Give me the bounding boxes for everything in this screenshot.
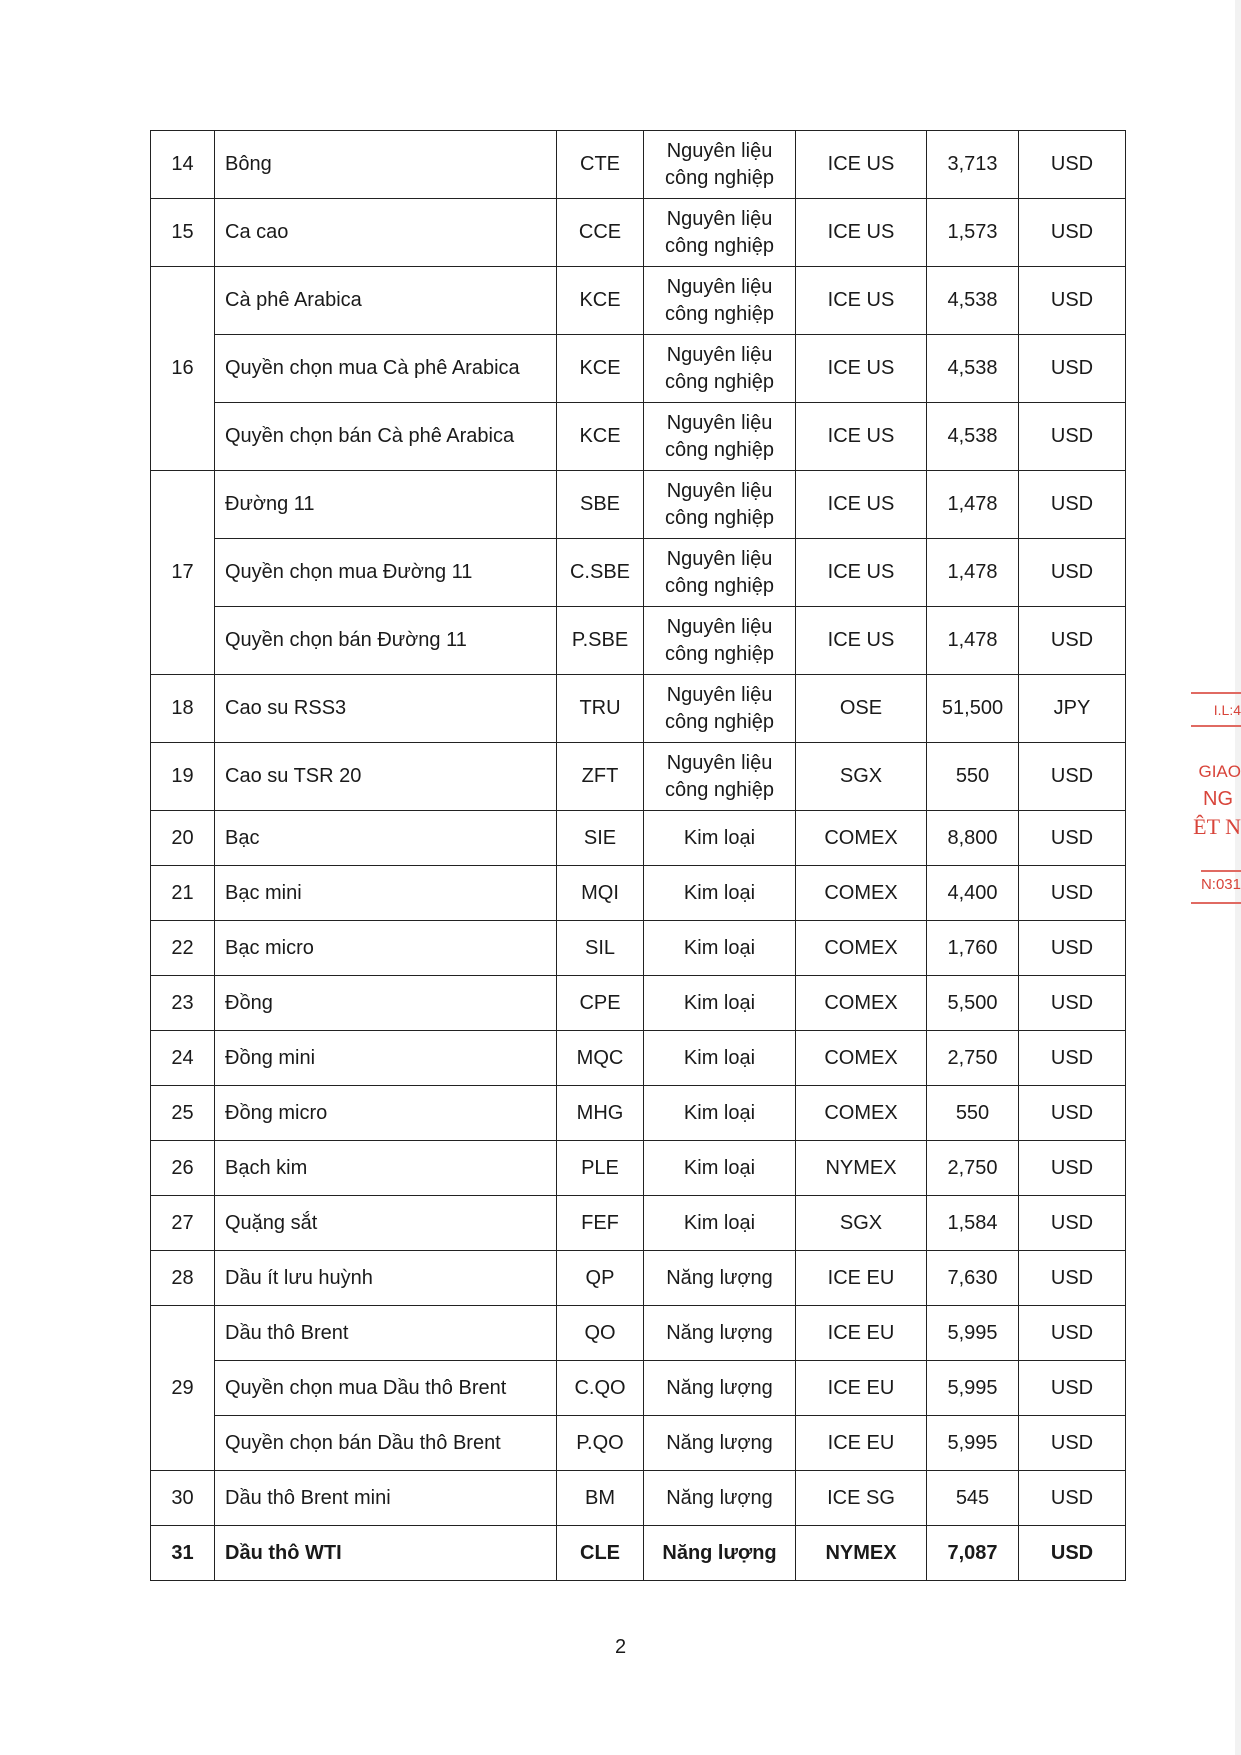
commodity-group: Kim loại bbox=[644, 976, 796, 1031]
exchange: ICE US bbox=[796, 607, 927, 675]
row-number: 26 bbox=[151, 1141, 215, 1196]
row-number: 27 bbox=[151, 1196, 215, 1251]
stamp-text: ÊT N bbox=[1193, 814, 1241, 839]
margin-value: 545 bbox=[927, 1471, 1019, 1526]
commodity-name: Bạc micro bbox=[215, 921, 557, 976]
commodity-code: FEF bbox=[557, 1196, 644, 1251]
commodity-group: Nguyên liệu công nghiệp bbox=[644, 607, 796, 675]
margin-value: 550 bbox=[927, 1086, 1019, 1141]
currency: USD bbox=[1019, 471, 1126, 539]
commodity-code: CPE bbox=[557, 976, 644, 1031]
margin-value: 51,500 bbox=[927, 675, 1019, 743]
commodity-name: Bạc mini bbox=[215, 866, 557, 921]
currency: USD bbox=[1019, 743, 1126, 811]
stamp-text: GIAO bbox=[1198, 762, 1241, 781]
commodity-code: SIL bbox=[557, 921, 644, 976]
commodity-group: Kim loại bbox=[644, 1086, 796, 1141]
margin-value: 1,584 bbox=[927, 1196, 1019, 1251]
currency: USD bbox=[1019, 1361, 1126, 1416]
commodity-group: Kim loại bbox=[644, 1031, 796, 1086]
margin-value: 3,713 bbox=[927, 131, 1019, 199]
margin-value: 1,478 bbox=[927, 607, 1019, 675]
exchange: ICE US bbox=[796, 539, 927, 607]
exchange: SGX bbox=[796, 1196, 927, 1251]
commodity-group: Năng lượng bbox=[644, 1526, 796, 1581]
table-row bbox=[151, 607, 1126, 675]
table-row bbox=[151, 921, 1126, 976]
commodity-group: Nguyên liệu công nghiệp bbox=[644, 199, 796, 267]
commodity-code: C.SBE bbox=[557, 539, 644, 607]
row-number: 28 bbox=[151, 1251, 215, 1306]
commodity-name: Ca cao bbox=[215, 199, 557, 267]
currency: JPY bbox=[1019, 675, 1126, 743]
exchange: ICE US bbox=[796, 131, 927, 199]
margin-value: 5,500 bbox=[927, 976, 1019, 1031]
commodity-code: TRU bbox=[557, 675, 644, 743]
table-row bbox=[151, 1416, 1126, 1471]
commodity-group: Nguyên liệu công nghiệp bbox=[644, 131, 796, 199]
currency: USD bbox=[1019, 607, 1126, 675]
commodity-name: Dầu thô WTI bbox=[215, 1526, 557, 1581]
commodity-name: Quyền chọn bán Dầu thô Brent bbox=[215, 1416, 557, 1471]
currency: USD bbox=[1019, 267, 1126, 335]
commodity-group: Kim loại bbox=[644, 1196, 796, 1251]
table-row bbox=[151, 1251, 1126, 1306]
table-row bbox=[151, 976, 1126, 1031]
commodity-group: Nguyên liệu công nghiệp bbox=[644, 675, 796, 743]
currency: USD bbox=[1019, 1471, 1126, 1526]
currency: USD bbox=[1019, 1416, 1126, 1471]
exchange: COMEX bbox=[796, 1086, 927, 1141]
exchange: ICE US bbox=[796, 199, 927, 267]
exchange: COMEX bbox=[796, 1031, 927, 1086]
row-number: 22 bbox=[151, 921, 215, 976]
table-row bbox=[151, 1031, 1126, 1086]
commodity-group: Nguyên liệu công nghiệp bbox=[644, 539, 796, 607]
exchange: ICE US bbox=[796, 471, 927, 539]
currency: USD bbox=[1019, 1086, 1126, 1141]
exchange: OSE bbox=[796, 675, 927, 743]
commodity-code: CCE bbox=[557, 199, 644, 267]
margin-value: 5,995 bbox=[927, 1361, 1019, 1416]
commodity-group: Nguyên liệu công nghiệp bbox=[644, 471, 796, 539]
exchange: ICE EU bbox=[796, 1251, 927, 1306]
margin-value: 2,750 bbox=[927, 1031, 1019, 1086]
exchange: COMEX bbox=[796, 921, 927, 976]
exchange: ICE SG bbox=[796, 1471, 927, 1526]
row-number: 23 bbox=[151, 976, 215, 1031]
row-number: 24 bbox=[151, 1031, 215, 1086]
commodity-code: ZFT bbox=[557, 743, 644, 811]
commodity-group: Kim loại bbox=[644, 811, 796, 866]
commodity-group: Năng lượng bbox=[644, 1416, 796, 1471]
stamp-line bbox=[1191, 902, 1241, 904]
commodity-name: Quặng sắt bbox=[215, 1196, 557, 1251]
exchange: COMEX bbox=[796, 866, 927, 921]
commodity-name: Cà phê Arabica bbox=[215, 267, 557, 335]
commodity-group: Kim loại bbox=[644, 866, 796, 921]
commodity-name: Quyền chọn mua Dầu thô Brent bbox=[215, 1361, 557, 1416]
row-number: 31 bbox=[151, 1526, 215, 1581]
currency: USD bbox=[1019, 1141, 1126, 1196]
table-row bbox=[151, 1196, 1126, 1251]
table-row bbox=[151, 743, 1126, 811]
exchange: SGX bbox=[796, 743, 927, 811]
commodity-group: Nguyên liệu công nghiệp bbox=[644, 267, 796, 335]
stamp-line bbox=[1191, 725, 1241, 727]
currency: USD bbox=[1019, 1526, 1126, 1581]
table-row bbox=[151, 539, 1126, 607]
red-stamp-fragment bbox=[1181, 690, 1241, 920]
margin-value: 5,995 bbox=[927, 1306, 1019, 1361]
exchange: NYMEX bbox=[796, 1526, 927, 1581]
commodity-group: Năng lượng bbox=[644, 1471, 796, 1526]
commodity-code: MQI bbox=[557, 866, 644, 921]
stamp-text: NG bbox=[1203, 788, 1233, 810]
exchange: ICE US bbox=[796, 403, 927, 471]
table-row bbox=[151, 1086, 1126, 1141]
currency: USD bbox=[1019, 1196, 1126, 1251]
table-row bbox=[151, 1141, 1126, 1196]
currency: USD bbox=[1019, 539, 1126, 607]
row-number: 29 bbox=[151, 1306, 215, 1471]
commodity-name: Đồng mini bbox=[215, 1031, 557, 1086]
commodity-name: Cao su TSR 20 bbox=[215, 743, 557, 811]
row-number: 21 bbox=[151, 866, 215, 921]
commodity-name: Cao su RSS3 bbox=[215, 675, 557, 743]
table-row bbox=[151, 1306, 1126, 1361]
currency: USD bbox=[1019, 811, 1126, 866]
commodity-name: Bông bbox=[215, 131, 557, 199]
commodity-code: CTE bbox=[557, 131, 644, 199]
row-number: 14 bbox=[151, 131, 215, 199]
row-number: 16 bbox=[151, 267, 215, 471]
currency: USD bbox=[1019, 866, 1126, 921]
commodity-name: Đồng bbox=[215, 976, 557, 1031]
commodity-code: KCE bbox=[557, 403, 644, 471]
margin-value: 1,760 bbox=[927, 921, 1019, 976]
stamp-text: I.L:4 bbox=[1213, 702, 1241, 718]
row-number: 20 bbox=[151, 811, 215, 866]
row-number: 15 bbox=[151, 199, 215, 267]
commodity-code: P.QO bbox=[557, 1416, 644, 1471]
commodity-code: PLE bbox=[557, 1141, 644, 1196]
exchange: ICE EU bbox=[796, 1306, 927, 1361]
margin-value: 5,995 bbox=[927, 1416, 1019, 1471]
commodity-name: Đồng micro bbox=[215, 1086, 557, 1141]
commodity-group: Năng lượng bbox=[644, 1251, 796, 1306]
commodity-group: Nguyên liệu công nghiệp bbox=[644, 403, 796, 471]
stamp-line bbox=[1201, 870, 1241, 872]
commodity-group: Năng lượng bbox=[644, 1306, 796, 1361]
exchange: NYMEX bbox=[796, 1141, 927, 1196]
margin-value: 8,800 bbox=[927, 811, 1019, 866]
commodity-name: Dầu thô Brent mini bbox=[215, 1471, 557, 1526]
commodity-name: Quyền chọn bán Đường 11 bbox=[215, 607, 557, 675]
page-number: 2 bbox=[614, 1636, 627, 1658]
currency: USD bbox=[1019, 1031, 1126, 1086]
currency: USD bbox=[1019, 976, 1126, 1031]
table-row bbox=[151, 811, 1126, 866]
commodity-table bbox=[150, 130, 1126, 1581]
currency: USD bbox=[1019, 403, 1126, 471]
stamp-line bbox=[1191, 692, 1241, 694]
margin-value: 7,630 bbox=[927, 1251, 1019, 1306]
row-number: 19 bbox=[151, 743, 215, 811]
commodity-name: Đường 11 bbox=[215, 471, 557, 539]
commodity-name: Dầu ít lưu huỳnh bbox=[215, 1251, 557, 1306]
exchange: ICE US bbox=[796, 335, 927, 403]
commodity-group: Kim loại bbox=[644, 921, 796, 976]
table-row bbox=[151, 131, 1126, 199]
commodity-code: QP bbox=[557, 1251, 644, 1306]
commodity-code: SIE bbox=[557, 811, 644, 866]
stamp-text: N:031 bbox=[1200, 876, 1241, 893]
row-number: 18 bbox=[151, 675, 215, 743]
commodity-code: BM bbox=[557, 1471, 644, 1526]
commodity-group: Nguyên liệu công nghiệp bbox=[644, 335, 796, 403]
commodity-code: MHG bbox=[557, 1086, 644, 1141]
commodity-name: Dầu thô Brent bbox=[215, 1306, 557, 1361]
commodity-name: Bạc bbox=[215, 811, 557, 866]
margin-value: 2,750 bbox=[927, 1141, 1019, 1196]
currency: USD bbox=[1019, 1251, 1126, 1306]
commodity-code: CLE bbox=[557, 1526, 644, 1581]
margin-value: 4,400 bbox=[927, 866, 1019, 921]
currency: USD bbox=[1019, 921, 1126, 976]
commodity-code: KCE bbox=[557, 335, 644, 403]
table-row bbox=[151, 267, 1126, 335]
table-row bbox=[151, 471, 1126, 539]
margin-value: 4,538 bbox=[927, 267, 1019, 335]
row-number: 25 bbox=[151, 1086, 215, 1141]
margin-value: 550 bbox=[927, 743, 1019, 811]
commodity-code: SBE bbox=[557, 471, 644, 539]
exchange: ICE EU bbox=[796, 1361, 927, 1416]
commodity-name: Bạch kim bbox=[215, 1141, 557, 1196]
currency: USD bbox=[1019, 335, 1126, 403]
table-row bbox=[151, 1471, 1126, 1526]
table-row bbox=[151, 675, 1126, 743]
table-row bbox=[151, 199, 1126, 267]
commodity-name: Quyền chọn mua Cà phê Arabica bbox=[215, 335, 557, 403]
commodity-code: P.SBE bbox=[557, 607, 644, 675]
commodity-group: Năng lượng bbox=[644, 1361, 796, 1416]
commodity-name: Quyền chọn bán Cà phê Arabica bbox=[215, 403, 557, 471]
commodity-code: QO bbox=[557, 1306, 644, 1361]
margin-value: 4,538 bbox=[927, 403, 1019, 471]
table-row bbox=[151, 866, 1126, 921]
commodity-code: KCE bbox=[557, 267, 644, 335]
exchange: ICE EU bbox=[796, 1416, 927, 1471]
margin-value: 1,478 bbox=[927, 539, 1019, 607]
table-row bbox=[151, 335, 1126, 403]
table-row bbox=[151, 1526, 1126, 1581]
table-row bbox=[151, 1361, 1126, 1416]
currency: USD bbox=[1019, 131, 1126, 199]
commodity-group: Nguyên liệu công nghiệp bbox=[644, 743, 796, 811]
exchange: ICE US bbox=[796, 267, 927, 335]
currency: USD bbox=[1019, 1306, 1126, 1361]
currency: USD bbox=[1019, 199, 1126, 267]
exchange: COMEX bbox=[796, 811, 927, 866]
row-number: 30 bbox=[151, 1471, 215, 1526]
margin-value: 1,573 bbox=[927, 199, 1019, 267]
margin-value: 4,538 bbox=[927, 335, 1019, 403]
commodity-group: Kim loại bbox=[644, 1141, 796, 1196]
table-row bbox=[151, 403, 1126, 471]
exchange: COMEX bbox=[796, 976, 927, 1031]
margin-value: 1,478 bbox=[927, 471, 1019, 539]
commodity-name: Quyền chọn mua Đường 11 bbox=[215, 539, 557, 607]
commodity-code: C.QO bbox=[557, 1361, 644, 1416]
row-number: 17 bbox=[151, 471, 215, 675]
margin-value: 7,087 bbox=[927, 1526, 1019, 1581]
commodity-code: MQC bbox=[557, 1031, 644, 1086]
